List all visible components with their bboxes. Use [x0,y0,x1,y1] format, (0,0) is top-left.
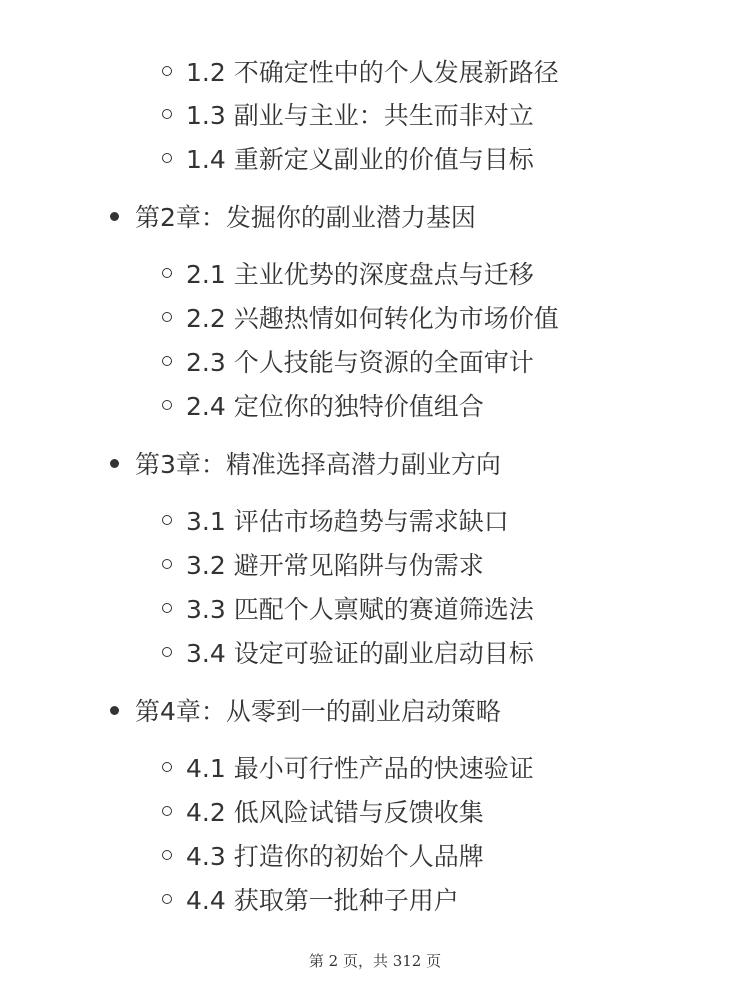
hollow-bullet-icon [162,559,172,569]
toc-section-item [162,789,484,833]
toc-section-item [162,92,534,136]
toc-section-item [162,542,484,586]
hollow-bullet-icon [162,400,172,410]
toc-chapter-title: 第2章：发掘你的副业潜力基因 [135,203,476,232]
toc-section-item [162,251,534,295]
toc-section-label: 4.4 获取第一批种子用户 [186,886,459,915]
toc-section-label: 3.3 匹配个人禀赋的赛道筛选法 [186,595,534,624]
toc-chapter-item [110,194,476,238]
hollow-bullet-icon [162,894,172,904]
toc-section-label: 4.2 低风险试错与反馈收集 [186,798,484,827]
toc-section-item [162,877,459,921]
page-footer [0,950,750,971]
toc-section-label: 2.3 个人技能与资源的全面审计 [186,348,534,377]
toc-chapter-item [110,688,501,732]
toc-chapter-title: 第3章：精准选择高潜力副业方向 [135,450,501,479]
hollow-bullet-icon [162,268,172,278]
toc-section-item [162,339,534,383]
hollow-bullet-icon [162,356,172,366]
toc-section-label: 3.1 评估市场趋势与需求缺口 [186,507,509,536]
toc-section-label: 2.4 定位你的独特价值组合 [186,392,484,421]
toc-section-item [162,136,534,180]
filled-bullet-icon [110,706,119,715]
filled-bullet-icon [110,459,119,468]
toc-section-item [162,498,509,542]
toc-section-label: 1.2 不确定性中的个人发展新路径 [186,58,559,87]
page-indicator: 第 2 页，共 312 页 [308,952,442,970]
toc-section-item [162,630,534,674]
toc-section-label: 3.4 设定可验证的副业启动目标 [186,639,534,668]
filled-bullet-icon [110,212,119,221]
hollow-bullet-icon [162,153,172,163]
hollow-bullet-icon [162,515,172,525]
toc-section-label: 4.1 最小可行性产品的快速验证 [186,754,534,783]
toc-section-label: 2.1 主业优势的深度盘点与迁移 [186,260,534,289]
hollow-bullet-icon [162,66,172,76]
hollow-bullet-icon [162,647,172,657]
toc-section-item [162,586,534,630]
toc-chapter-title: 第4章：从零到一的副业启动策略 [135,697,501,726]
hollow-bullet-icon [162,850,172,860]
hollow-bullet-icon [162,109,172,119]
toc-section-label: 1.3 副业与主业：共生而非对立 [186,101,534,130]
toc-section-item [162,383,484,427]
toc-chapter-item [110,441,501,485]
hollow-bullet-icon [162,762,172,772]
hollow-bullet-icon [162,603,172,613]
toc-section-item [162,49,559,93]
toc-section-item [162,295,559,339]
toc-section-label: 2.2 兴趣热情如何转化为市场价值 [186,304,559,333]
hollow-bullet-icon [162,806,172,816]
toc-section-label: 3.2 避开常见陷阱与伪需求 [186,551,484,580]
toc-section-label: 4.3 打造你的初始个人品牌 [186,842,484,871]
hollow-bullet-icon [162,312,172,322]
toc-section-item [162,745,534,789]
toc-section-item [162,833,484,877]
toc-section-label: 1.4 重新定义副业的价值与目标 [186,145,534,174]
